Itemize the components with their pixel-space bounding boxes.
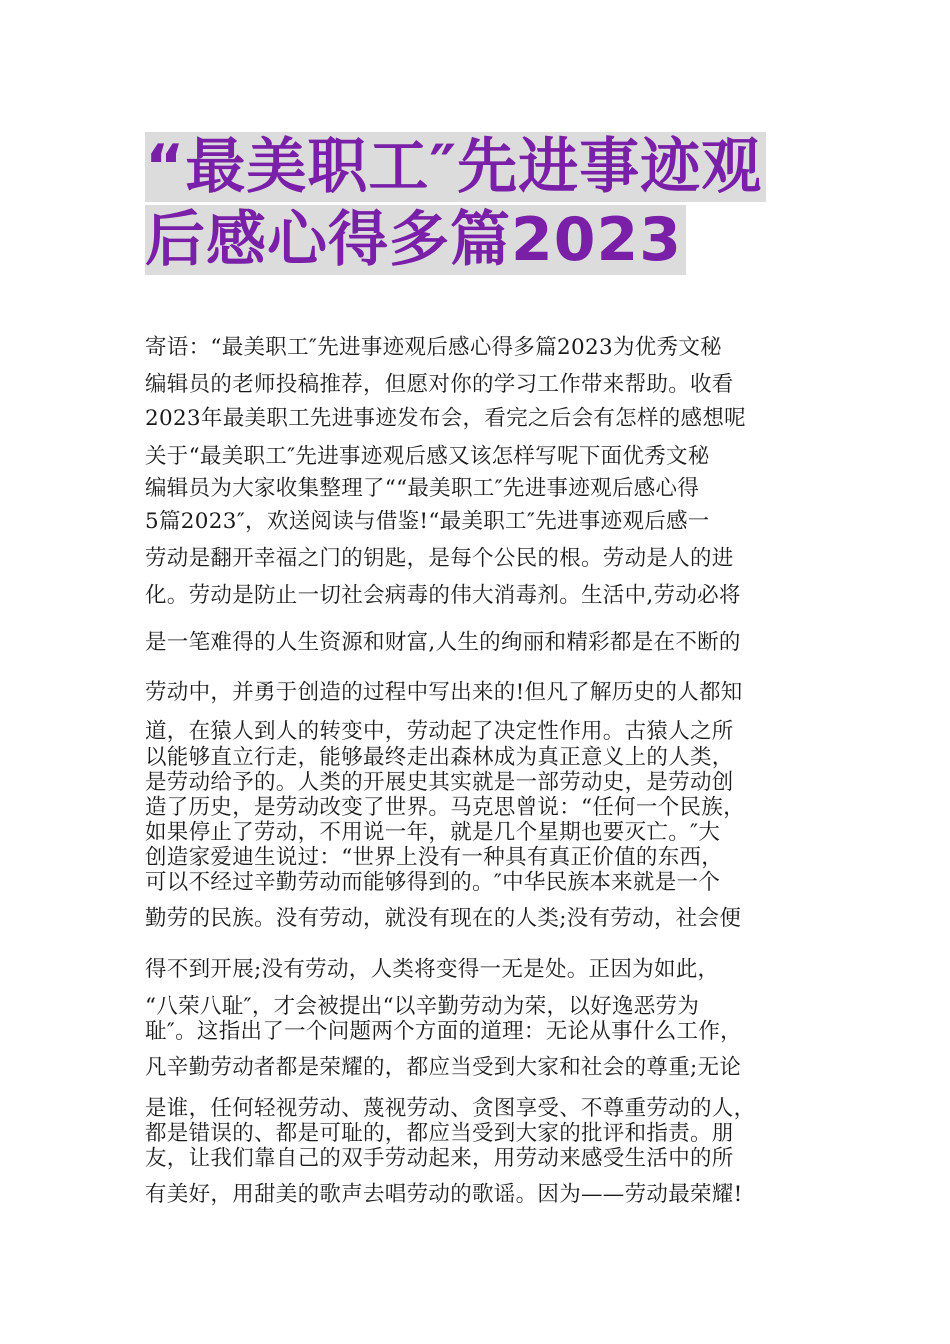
title-line-2: 后感心得多篇2023 xyxy=(145,205,686,275)
body-line: 寄语：“最美职工″先进事迹观后感心得多篇2023为优秀文秘 xyxy=(145,335,722,360)
document-title xyxy=(145,132,815,275)
body-line: 得不到开展;没有劳动，人类将变得一无是处。正因为如此， xyxy=(145,957,720,982)
body-line: 2023年最美职工先进事迹发布会，看完之后会有怎样的感想呢 xyxy=(145,406,746,431)
body-line: 是劳动给予的。人类的开展史其实就是一部劳动史，是劳动创 xyxy=(145,770,734,795)
body-line: 凡辛勤劳动者都是荣耀的，都应当受到大家和社会的尊重;无论 xyxy=(145,1055,742,1080)
body-line: 5篇2023″，欢送阅读与借鉴!“最美职工″先进事迹观后感一 xyxy=(145,509,710,534)
body-line: 编辑员的老师投稿推荐，但愿对你的学习工作带来帮助。收看 xyxy=(145,372,734,397)
body-line: “八荣八耻″，才会被提出“以辛勤劳动为荣，以好逸恶劳为 xyxy=(145,994,700,1019)
body-line: 以能够直立行走，能够最终走出森林成为真正意义上的人类， xyxy=(145,745,734,770)
body-line: 如果停止了劳动，不用说一年，就是几个星期也要灭亡。″大 xyxy=(145,820,721,845)
body-line: 是谁，任何轻视劳动、蔑视劳动、贪图享受、不尊重劳动的人， xyxy=(145,1096,756,1121)
body-line: 勤劳的民族。没有劳动，就没有现在的人类;没有劳动，社会便 xyxy=(145,906,742,931)
body-line: 关于“最美职工″先进事迹观后感又该怎样写呢下面优秀文秘 xyxy=(145,444,710,469)
body-line: 是一笔难得的人生资源和财富,人生的绚丽和精彩都是在不断的 xyxy=(145,630,741,655)
body-line: 友，让我们靠自己的双手劳动起来，用劳动来感受生活中的所 xyxy=(145,1146,734,1171)
body-line: 劳动中，并勇于创造的过程中写出来的!但凡了解历史的人都知 xyxy=(145,680,743,705)
body-line: 编辑员为大家收集整理了““最美职工″先进事迹观后感心得 xyxy=(145,476,700,501)
body-line: 创造家爱迪生说过：“世界上没有一种具有真正价值的东西， xyxy=(145,845,724,870)
title-line-1: “最美职工″先进事迹观 xyxy=(145,132,766,202)
body-line: 耻″。这指出了一个问题两个方面的道理：无论从事什么工作， xyxy=(145,1019,742,1044)
body-line: 可以不经过辛勤劳动而能够得到的。″中华民族本来就是一个 xyxy=(145,870,721,895)
body-line: 都是错误的、都是可耻的，都应当受到大家的批评和指责。朋 xyxy=(145,1121,734,1146)
body-line: 化。劳动是防止一切社会病毒的伟大消毒剂。生活中,劳动必将 xyxy=(145,583,741,608)
body-line: 有美好，用甜美的歌声去唱劳动的歌谣。因为——劳动最荣耀! xyxy=(145,1182,743,1207)
body-line: 造了历史，是劳动改变了世界。马克思曾说：“任何一个民族， xyxy=(145,795,745,820)
body-line: 道，在猿人到人的转变中，劳动起了决定性作用。古猿人之所 xyxy=(145,719,734,744)
body-line: 劳动是翻开幸福之门的钥匙，是每个公民的根。劳动是人的进 xyxy=(145,546,734,571)
